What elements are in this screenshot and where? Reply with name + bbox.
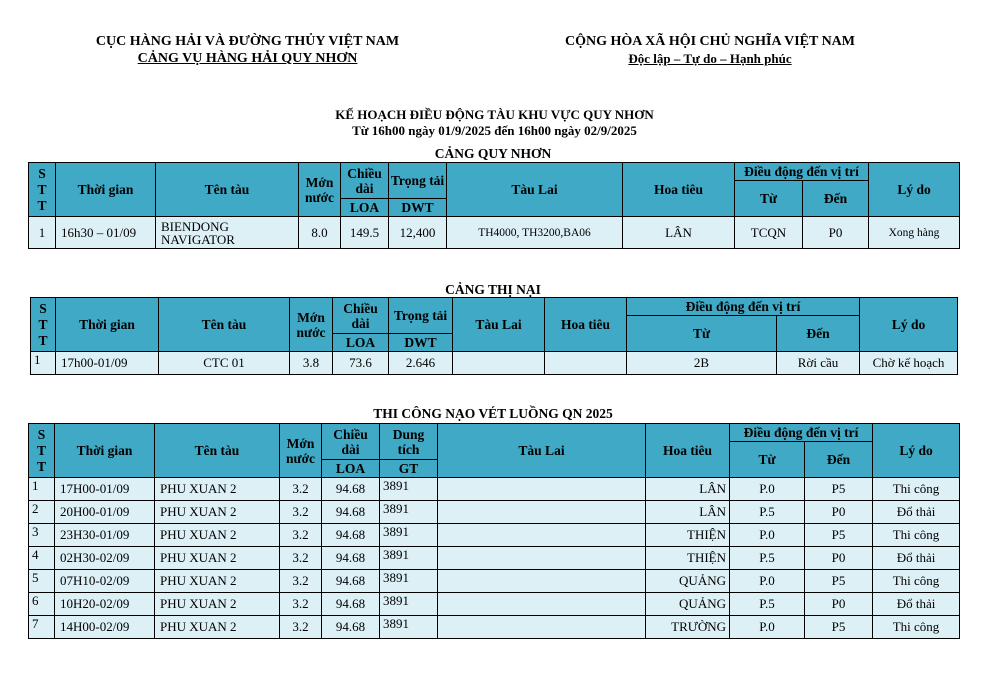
cell-to: P0 xyxy=(805,593,873,616)
cell-stt: 3 xyxy=(29,524,55,547)
cell-draft: 3.8 xyxy=(290,352,333,375)
cell-gt: 3891 xyxy=(380,570,438,593)
cell-ship: PHU XUAN 2 xyxy=(155,478,280,501)
cell-draft: 3.2 xyxy=(280,478,322,501)
cell-draft: 3.2 xyxy=(280,570,322,593)
col-header-loa: LOA xyxy=(333,334,389,352)
cell-draft: 3.2 xyxy=(280,547,322,570)
col-header-ship: Tên tàu xyxy=(159,298,290,352)
col-header-draft: Mớn nước xyxy=(299,163,341,217)
cell-tug xyxy=(438,478,646,501)
col-header-tug: Tàu Lai xyxy=(447,163,623,217)
cell-to: P0 xyxy=(805,501,873,524)
cell-time: 20H00-01/09 xyxy=(55,501,155,524)
col-header-length: Chiều dài xyxy=(341,163,389,199)
cell-tug xyxy=(453,352,545,375)
cell-time: 23H30-01/09 xyxy=(55,524,155,547)
col-header-from: Từ xyxy=(735,181,803,217)
cell-stt: 1 xyxy=(29,217,56,249)
col-header-reason: Lý do xyxy=(873,424,960,478)
col-header-to: Đến xyxy=(777,316,860,352)
cell-from: P.5 xyxy=(730,547,805,570)
cell-time: 10H20-02/09 xyxy=(55,593,155,616)
cell-draft: 3.2 xyxy=(280,616,322,639)
table-row xyxy=(29,501,960,524)
col-header-dwt: DWT xyxy=(389,199,447,217)
col-header-from: Từ xyxy=(730,442,805,478)
cell-draft: 3.2 xyxy=(280,501,322,524)
col-header-move: Điều động đến vị trí xyxy=(735,163,869,181)
plan-period: Từ 16h00 ngày 01/9/2025 đến 16h00 ngày 02/9/2025 xyxy=(352,123,637,138)
cell-from: P.0 xyxy=(730,570,805,593)
cell-pilot: QUẢNG xyxy=(646,570,730,593)
col-header-move: Điều động đến vị trí xyxy=(730,424,873,442)
col-header-length: Chiều dài xyxy=(322,424,380,460)
cell-reason: Thi công xyxy=(873,524,960,547)
table-row xyxy=(29,524,960,547)
table-row xyxy=(29,478,960,501)
col-header-pilot: Hoa tiêu xyxy=(646,424,730,478)
col-header-draft: Mớn nước xyxy=(290,298,333,352)
cell-to: P5 xyxy=(805,478,873,501)
cell-from: TCQN xyxy=(735,217,803,249)
col-header-tonnage: Trọng tải xyxy=(389,163,447,199)
port-authority-name: CẢNG VỤ HÀNG HẢI QUY NHƠN xyxy=(137,51,358,66)
cell-draft: 8.0 xyxy=(299,217,341,249)
cell-pilot: THIỆN xyxy=(646,524,730,547)
table-row xyxy=(29,616,960,639)
col-header-dwt: DWT xyxy=(389,334,453,352)
col-header-tug: Tàu Lai xyxy=(438,424,646,478)
section-title-dredging: THI CÔNG NẠO VÉT LUỒNG QN 2025 xyxy=(373,406,613,421)
cell-to: P0 xyxy=(805,547,873,570)
cell-time: 14H00-02/09 xyxy=(55,616,155,639)
cell-stt: 7 xyxy=(29,616,55,639)
col-header-ship: Tên tàu xyxy=(156,163,299,217)
col-header-time: Thời gian xyxy=(56,163,156,217)
cell-ship: PHU XUAN 2 xyxy=(155,501,280,524)
cell-ship: PHU XUAN 2 xyxy=(155,524,280,547)
cell-ship: BIENDONG NAVIGATOR xyxy=(156,217,299,249)
cell-time: 02H30-02/09 xyxy=(55,547,155,570)
col-header-loa: LOA xyxy=(341,199,389,217)
cell-ship: PHU XUAN 2 xyxy=(155,570,280,593)
cell-loa: 94.68 xyxy=(322,616,380,639)
col-header-draft: Mớn nước xyxy=(280,424,322,478)
col-header-reason: Lý do xyxy=(869,163,960,217)
cell-loa: 94.68 xyxy=(322,570,380,593)
cell-tug xyxy=(438,593,646,616)
cell-stt: 1 xyxy=(31,352,56,375)
cell-gt: 3891 xyxy=(380,501,438,524)
cell-from: P.0 xyxy=(730,524,805,547)
cell-from: 2B xyxy=(627,352,777,375)
cell-gt: 3891 xyxy=(380,616,438,639)
col-header-length: Chiều dài xyxy=(333,298,389,334)
cell-stt: 6 xyxy=(29,593,55,616)
col-header-pilot: Hoa tiêu xyxy=(623,163,735,217)
cell-pilot xyxy=(545,352,627,375)
table-row xyxy=(31,352,958,375)
cell-reason: Thi công xyxy=(873,478,960,501)
cell-stt: 5 xyxy=(29,570,55,593)
cell-time: 17h00-01/09 xyxy=(56,352,159,375)
cell-from: P.0 xyxy=(730,478,805,501)
plan-title: KẾ HOẠCH ĐIỀU ĐỘNG TÀU KHU VỰC QUY NHƠN xyxy=(335,107,654,122)
col-header-gt: GT xyxy=(380,460,438,478)
national-header xyxy=(510,33,910,67)
cell-loa: 94.68 xyxy=(322,524,380,547)
col-header-loa: LOA xyxy=(322,460,380,478)
cell-ship: PHU XUAN 2 xyxy=(155,616,280,639)
cell-to: Rời cầu xyxy=(777,352,860,375)
table-row xyxy=(29,547,960,570)
col-header-stt: S T T xyxy=(31,298,56,352)
cell-dwt: 2.646 xyxy=(389,352,453,375)
cell-pilot: LÂN xyxy=(646,501,730,524)
cell-reason: Đổ thải xyxy=(873,547,960,570)
table-row xyxy=(29,570,960,593)
col-header-move: Điều động đến vị trí xyxy=(627,298,860,316)
col-header-to: Đến xyxy=(803,181,869,217)
cell-pilot: THIỆN xyxy=(646,547,730,570)
section-title-thinai: CẢNG THỊ NẠI xyxy=(445,282,541,297)
cell-draft: 3.2 xyxy=(280,593,322,616)
cell-ship: PHU XUAN 2 xyxy=(155,593,280,616)
agency-header xyxy=(50,33,445,67)
col-header-reason: Lý do xyxy=(860,298,958,352)
cell-to: P5 xyxy=(805,616,873,639)
cell-ship: CTC 01 xyxy=(159,352,290,375)
col-header-to: Đến xyxy=(805,442,873,478)
cell-stt: 2 xyxy=(29,501,55,524)
col-header-pilot: Hoa tiêu xyxy=(545,298,627,352)
cell-pilot: LÂN xyxy=(646,478,730,501)
cell-reason: Thi công xyxy=(873,616,960,639)
cell-loa: 94.68 xyxy=(322,501,380,524)
cell-reason: Xong hàng xyxy=(869,217,960,249)
cell-tug xyxy=(438,501,646,524)
cell-time: 16h30 – 01/09 xyxy=(56,217,156,249)
national-title: CỘNG HÒA XÃ HỘI CHỦ NGHĨA VIỆT NAM xyxy=(564,34,855,49)
col-header-time: Thời gian xyxy=(55,424,155,478)
cell-reason: Đổ thải xyxy=(873,593,960,616)
col-header-stt: S T T xyxy=(29,424,55,478)
cell-gt: 3891 xyxy=(380,547,438,570)
agency-name: CỤC HÀNG HẢI VÀ ĐƯỜNG THỦY VIỆT NAM xyxy=(95,34,400,49)
cell-dwt: 12,400 xyxy=(389,217,447,249)
cell-loa: 94.68 xyxy=(322,478,380,501)
cell-tug xyxy=(438,616,646,639)
table-thinai xyxy=(30,297,958,375)
section-title-quynhon: CẢNG QUY NHƠN xyxy=(434,146,552,161)
col-header-tug: Tàu Lai xyxy=(453,298,545,352)
cell-time: 07H10-02/09 xyxy=(55,570,155,593)
cell-gt: 3891 xyxy=(380,593,438,616)
table-row xyxy=(29,593,960,616)
table-dredging xyxy=(28,423,960,639)
cell-to: P0 xyxy=(803,217,869,249)
col-header-stt: S T T xyxy=(29,163,56,217)
col-header-volume: Dung tích xyxy=(380,424,438,460)
cell-reason: Thi công xyxy=(873,570,960,593)
cell-time: 17H00-01/09 xyxy=(55,478,155,501)
cell-pilot: QUẢNG xyxy=(646,593,730,616)
cell-to: P5 xyxy=(805,570,873,593)
table-quynhon xyxy=(28,162,960,249)
table-row xyxy=(29,217,960,249)
cell-to: P5 xyxy=(805,524,873,547)
col-header-tonnage: Trọng tải xyxy=(389,298,453,334)
cell-ship: PHU XUAN 2 xyxy=(155,547,280,570)
national-motto: Độc lập – Tự do – Hạnh phúc xyxy=(628,51,792,66)
cell-tug: TH4000, TH3200,BA06 xyxy=(447,217,623,249)
cell-from: P.5 xyxy=(730,593,805,616)
cell-from: P.5 xyxy=(730,501,805,524)
cell-loa: 149.5 xyxy=(341,217,389,249)
cell-tug xyxy=(438,547,646,570)
cell-loa: 73.6 xyxy=(333,352,389,375)
cell-reason: Đổ thải xyxy=(873,501,960,524)
cell-draft: 3.2 xyxy=(280,524,322,547)
cell-stt: 1 xyxy=(29,478,55,501)
cell-from: P.0 xyxy=(730,616,805,639)
cell-tug xyxy=(438,570,646,593)
cell-pilot: LÂN xyxy=(623,217,735,249)
cell-loa: 94.68 xyxy=(322,593,380,616)
cell-gt: 3891 xyxy=(380,524,438,547)
cell-tug xyxy=(438,524,646,547)
cell-gt: 3891 xyxy=(380,478,438,501)
col-header-time: Thời gian xyxy=(56,298,159,352)
cell-loa: 94.68 xyxy=(322,547,380,570)
col-header-from: Từ xyxy=(627,316,777,352)
cell-pilot: TRƯỜNG xyxy=(646,616,730,639)
cell-stt: 4 xyxy=(29,547,55,570)
cell-reason: Chờ kế hoạch xyxy=(860,352,958,375)
col-header-ship: Tên tàu xyxy=(155,424,280,478)
